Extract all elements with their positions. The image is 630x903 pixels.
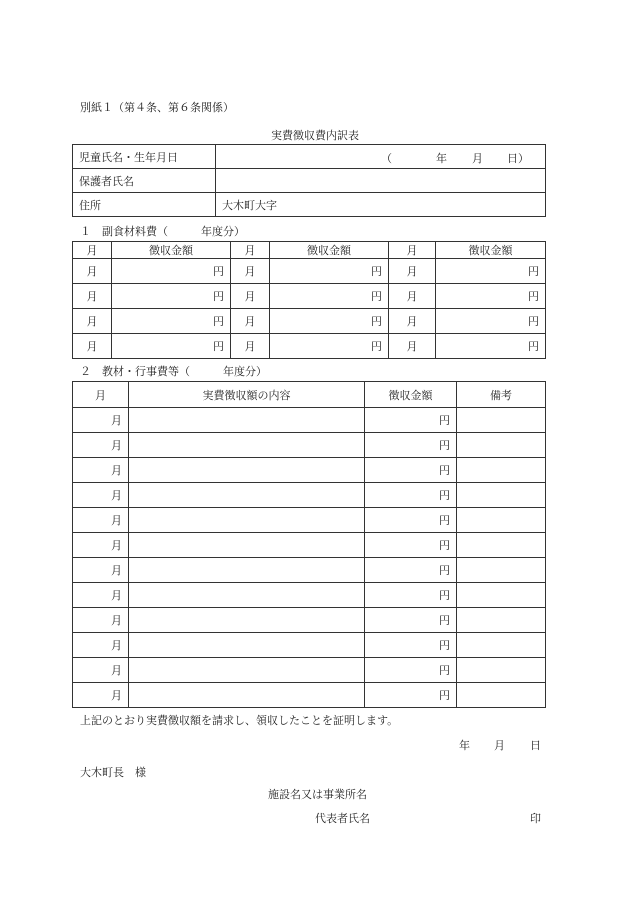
yen-unit: 円 <box>270 309 389 334</box>
address-label: 住所 <box>73 193 216 217</box>
yen-unit: 円 <box>270 284 389 309</box>
yen-unit: 円 <box>365 483 457 508</box>
month-unit: 月 <box>73 334 112 359</box>
food-cost-header-2: 月 <box>231 242 270 259</box>
materials-row <box>73 458 546 483</box>
content-cell <box>129 558 365 583</box>
yen-unit: 円 <box>365 583 457 608</box>
month-unit: 月 <box>73 683 129 708</box>
yen-unit: 円 <box>436 309 546 334</box>
yen-unit: 円 <box>365 608 457 633</box>
month-unit: 月 <box>73 508 129 533</box>
month-unit: 月 <box>389 334 436 359</box>
remarks-cell <box>457 583 546 608</box>
yen-unit: 円 <box>112 259 231 284</box>
yen-unit: 円 <box>270 259 389 284</box>
food-cost-header-3: 徴収金額 <box>270 242 389 259</box>
materials-row <box>73 608 546 633</box>
yen-unit: 円 <box>436 334 546 359</box>
materials-row <box>73 533 546 558</box>
remarks-cell <box>457 608 546 633</box>
yen-unit: 円 <box>365 533 457 558</box>
section1-title: １ 副食材料費（ 年度分） <box>80 225 245 238</box>
yen-unit: 円 <box>365 633 457 658</box>
remarks-cell <box>457 408 546 433</box>
month-unit: 月 <box>389 284 436 309</box>
content-cell <box>129 658 365 683</box>
remarks-cell <box>457 458 546 483</box>
remarks-cell <box>457 533 546 558</box>
date-day-unit: 日 <box>530 739 541 752</box>
month-unit: 月 <box>73 433 129 458</box>
yen-unit: 円 <box>365 408 457 433</box>
content-cell <box>129 683 365 708</box>
materials-row <box>73 658 546 683</box>
materials-events-table <box>72 381 546 708</box>
materials-row <box>73 508 546 533</box>
yen-unit: 円 <box>365 558 457 583</box>
yen-unit: 円 <box>112 334 231 359</box>
month-unit: 月 <box>73 284 112 309</box>
food-cost-row <box>73 334 546 359</box>
month-unit: 月 <box>73 658 129 683</box>
materials-row <box>73 683 546 708</box>
remarks-cell <box>457 558 546 583</box>
birth-day-unit: 日） <box>507 152 529 165</box>
addressee: 大木町長 様 <box>80 766 146 779</box>
food-cost-header-0: 月 <box>73 242 112 259</box>
month-unit: 月 <box>73 558 129 583</box>
representative-name-label: 代表者氏名 <box>315 812 370 825</box>
content-cell <box>129 433 365 458</box>
yen-unit: 円 <box>112 284 231 309</box>
month-unit: 月 <box>73 259 112 284</box>
materials-row <box>73 483 546 508</box>
materials-header-1: 実費徴収額の内容 <box>129 382 365 408</box>
yen-unit: 円 <box>112 309 231 334</box>
info-table <box>72 144 546 217</box>
month-unit: 月 <box>389 309 436 334</box>
child-name-label: 児童氏名・生年月日 <box>73 145 216 169</box>
seal-mark: 印 <box>530 812 541 825</box>
remarks-cell <box>457 433 546 458</box>
food-cost-row <box>73 284 546 309</box>
guardian-name-label: 保護者氏名 <box>73 169 216 193</box>
materials-row <box>73 433 546 458</box>
yen-unit: 円 <box>270 334 389 359</box>
food-cost-row <box>73 259 546 284</box>
section2-title: ２ 教材・行事費等（ 年度分） <box>80 365 267 378</box>
month-unit: 月 <box>73 458 129 483</box>
materials-row <box>73 633 546 658</box>
food-cost-table <box>72 241 546 359</box>
yen-unit: 円 <box>365 433 457 458</box>
materials-row <box>73 558 546 583</box>
content-cell <box>129 483 365 508</box>
birth-year-unit: 年 <box>436 152 447 165</box>
birth-open-paren: （ <box>381 152 392 165</box>
month-unit: 月 <box>231 284 270 309</box>
month-unit: 月 <box>389 259 436 284</box>
food-cost-row <box>73 309 546 334</box>
food-cost-header-4: 月 <box>389 242 436 259</box>
materials-header-3: 備考 <box>457 382 546 408</box>
content-cell <box>129 408 365 433</box>
month-unit: 月 <box>231 259 270 284</box>
month-unit: 月 <box>73 533 129 558</box>
remarks-cell <box>457 683 546 708</box>
month-unit: 月 <box>73 633 129 658</box>
month-unit: 月 <box>73 608 129 633</box>
certification-statement: 上記のとおり実費徴収額を請求し、領収したことを証明します。 <box>80 714 399 727</box>
content-cell <box>129 508 365 533</box>
materials-row <box>73 408 546 433</box>
facility-name-label: 施設名又は事業所名 <box>268 788 367 801</box>
yen-unit: 円 <box>365 508 457 533</box>
materials-header-0: 月 <box>73 382 129 408</box>
food-cost-header-5: 徴収金額 <box>436 242 546 259</box>
yen-unit: 円 <box>365 458 457 483</box>
content-cell <box>129 533 365 558</box>
birthdate-field <box>216 145 546 169</box>
remarks-cell <box>457 658 546 683</box>
date-year-unit: 年 <box>459 739 470 752</box>
yen-unit: 円 <box>436 259 546 284</box>
month-unit: 月 <box>73 583 129 608</box>
date-month-unit: 月 <box>494 739 505 752</box>
month-unit: 月 <box>73 408 129 433</box>
remarks-cell <box>457 633 546 658</box>
content-cell <box>129 583 365 608</box>
content-cell <box>129 458 365 483</box>
yen-unit: 円 <box>365 658 457 683</box>
birth-month-unit: 月 <box>472 152 483 165</box>
remarks-cell <box>457 483 546 508</box>
yen-unit: 円 <box>365 683 457 708</box>
month-unit: 月 <box>231 334 270 359</box>
content-cell <box>129 633 365 658</box>
content-cell <box>129 608 365 633</box>
document-reference: 別紙１（第４条、第６条関係） <box>80 101 234 114</box>
materials-row <box>73 583 546 608</box>
materials-header-2: 徴収金額 <box>365 382 457 408</box>
month-unit: 月 <box>231 309 270 334</box>
month-unit: 月 <box>73 309 112 334</box>
document-title: 実費徴収費内訳表 <box>271 129 359 142</box>
yen-unit: 円 <box>436 284 546 309</box>
food-cost-header-1: 徴収金額 <box>112 242 231 259</box>
remarks-cell <box>457 508 546 533</box>
month-unit: 月 <box>73 483 129 508</box>
address-field: 大木町大字 <box>216 193 546 217</box>
guardian-name-field <box>216 169 546 193</box>
